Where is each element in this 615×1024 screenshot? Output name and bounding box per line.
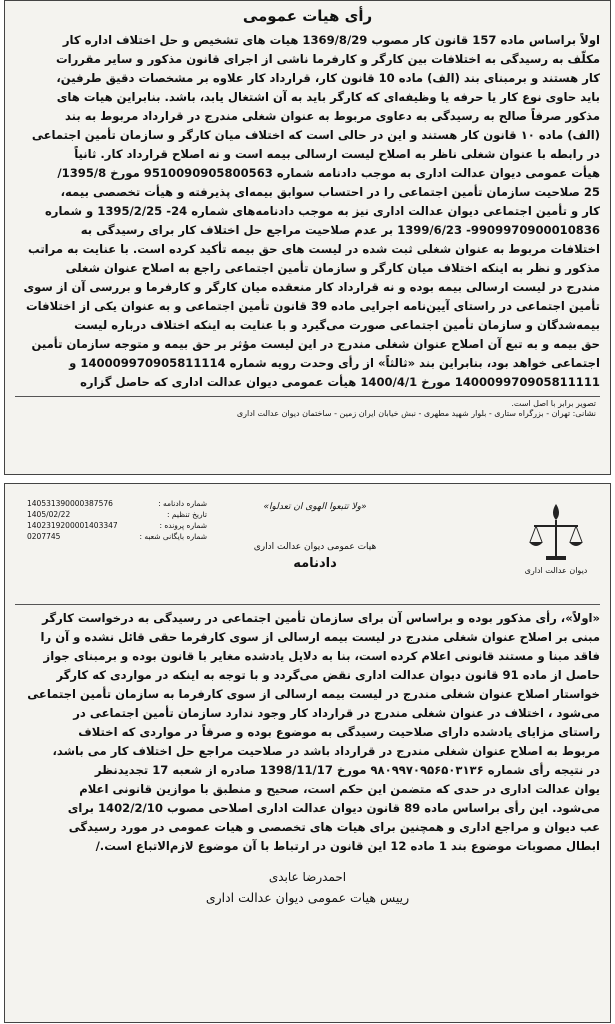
ruling-title: رأی هیات عمومی — [242, 7, 373, 25]
metadata-row — [27, 509, 207, 520]
ruling-line: (الف) ماده ۱۰ قانون کار هستند و این در حالی است که اختلاف میان کارگر و سازمان تأمین اجتماعی — [31, 128, 600, 142]
court-address: نشانی: تهران - بزرگراه ستاری - بلوار شهید مطهری - نبش خیابان ایران زمین - ساختمان دیوان عدالت اداری — [236, 409, 596, 418]
ruling-continuation-paragraph — [5, 605, 610, 856]
document-title: دادنامه — [293, 556, 337, 571]
ruling-line: در رابطه با عنوان شغلی ناظر به اصلاح لیست ارسالی بیمه است و نه اصلاح قرارداد کار. ثانیاً — [74, 147, 600, 161]
metadata-label: شماره بایگانی شعبه : — [139, 532, 207, 541]
document-header — [5, 484, 610, 604]
metadata-label: شماره پرونده : — [159, 521, 207, 530]
ruling-line: مندرج در لیست ارسالی بیمه بوده و نه قرارداد کار منعقده میان کارگر و کارفرما و بررسی آن از سوی — [23, 280, 600, 294]
ruling-line: بیمه‌شدگان و سازمان تأمین اجتماعی صورت می‌گیرد و با عنایت به اینکه اختلاف درباره لیست — [74, 318, 600, 332]
ruling-line: مذکور و نظر به اینکه اختلاف میان کارگر و سازمان تأمین اجتماعی راجع به اصلاح عنوان شغلی — [65, 261, 600, 275]
ruling-line: مذکور صرفاً صالح به رسیدگی به دعاوی مربوط به عنوان شغلی مندرج در قرارداد مربوط به بند — [64, 109, 600, 123]
ruling-paragraph — [5, 31, 610, 392]
ruling-line: خواستار اصلاح عنوان شغلی مندرج در لیست بیمه ارسالی از سوی کارفرما به سازمان تأمین اجتماعی — [27, 687, 600, 701]
ruling-line: اولاً براساس ماده 157 قانون کار مصوب 1369/8/29 هیات های تشخیص و حل اختلاف اداره کار — [62, 33, 600, 47]
metadata-row — [27, 531, 207, 542]
ruling-line: کار هستند و برمبنای بند (الف) ماده 10 قانون کار، قرارداد کار علاوه بر مشخصات دقیق طرفین، — [56, 71, 600, 85]
metadata-value: 1405/02/22 — [27, 510, 71, 519]
metadata-value: 140531390000387576 — [27, 499, 113, 508]
metadata-row — [27, 520, 207, 531]
ruling-line: راستای مزایای یادشده دارای صلاحیت رسیدگی به موضوع بوده و صرفاً در مواردی که اختلاف — [78, 725, 600, 739]
document-metadata — [27, 498, 207, 542]
ruling-line: ابطال مصوبات موضوع بند 1 ماده 12 این قانون در ارتباط با آن موضوع لازم‌الاتباع است./ — [95, 839, 600, 853]
top-newspaper-clipping — [4, 0, 611, 475]
ruling-line: می‌شود ، اختلاف در عنوان شغلی مندرج در قرارداد کار وجود ندارد سازمان تأمین اجتماعی در — [73, 706, 600, 720]
ruling-line: باید حاوی نوع کار یا حرفه یا وظیفه‌ای که کارگر باید به آن اشتغال یابد، باشد. بنابراین هیات های — [56, 90, 600, 104]
ruling-line: یوان عدالت اداری در حدی که متضمن این حکم است، صحیح و منطبق با موازین قانونی اعلام — [79, 782, 600, 796]
ruling-line: مبنی بر اصلاح عنوان شغلی مندرج در لیست بیمه ارسالی از سوی کارفرما حقی قائل نشده و آن را — [40, 630, 600, 644]
scales-of-justice-icon — [526, 500, 586, 566]
ruling-line: در نتیجه رأی شماره ۹۸۰۹۹۷۰۹۵۶۵۰۳۱۳۶ مورخ 1398/11/17 صادره از شعبه 17 تجدیدنظر — [94, 763, 600, 777]
metadata-value: 1402319200001403347 — [27, 521, 118, 530]
metadata-value: 0207745 — [27, 532, 61, 541]
ruling-line: 9909970900010836- 1399/6/23 بر عدم صلاحیت مراجع حل اختلاف کار برای رسیدگی به — [80, 223, 600, 237]
bottom-newspaper-clipping — [4, 483, 611, 1023]
ruling-line: اجتماعی خواهد بود، بنابراین بند «ثالثاً» از رأی وحدت رویه شماره 140009970905811114 و — [69, 356, 600, 370]
ruling-line: 25 صلاحیت سازمان تأمین اجتماعی را در احتساب سوابق بیمه‌ای پذیرفته و هیأت تخصصی بیمه، — [60, 185, 600, 199]
ruling-line: مکلّف به رسیدگی به اختلافات بین کارگر و کارفرما ناشی از اجرای قانون مذکور و سایر مقررات — [55, 52, 600, 66]
ruling-line: کار و تأمین اجتماعی دیوان عدالت اداری نیز به موجب دادنامه‌های شماره 24- 1395/2/25 و شماره — [44, 204, 600, 218]
certified-copy-note: تصویر برابر با اصل است. — [511, 399, 596, 408]
metadata-label: تاریخ تنظیم : — [167, 510, 207, 519]
footer-divider — [15, 396, 600, 397]
ruling-line: حق بیمه و به تبع آن اصلاح عنوان شغلی مندرج در این لیست مؤثر بر حق بیمه و متوجه سازمان تأمین — [31, 337, 600, 351]
ruling-line: مربوط به اصلاح عنوان شغلی مندرج در قرارداد باشد در صلاحیت مراجع حل اختلاف کار می باشد، — [52, 744, 600, 758]
ruling-line: عب دیوان و مراجع اداری و همچنین برای هیات های تخصصی و هیات عمومی در مورد رسیدگی — [68, 820, 600, 834]
ruling-line: حاصل از ماده 91 قانون دیوان عدالت اداری نقض می‌گردد و با توجه به اینکه در مواردی که کارگر — [56, 668, 600, 682]
ruling-line: «اولاً»، رأی مذکور بوده و براساس آن برای سازمان تأمین اجتماعی در رسیدگی به درخواست کارگر — [42, 611, 600, 625]
ruling-line: هیأت عمومی دیوان عدالت اداری به موجب دادنامه شماره 9510090905800563 مورخ 1395/8/ — [57, 166, 600, 180]
ruling-line: اختلافات مربوط به عنوان شغلی ثبت شده در لیست های حق بیمه تأکید کرده است. با عنایت به مراتب — [28, 242, 600, 256]
ruling-line: فاقد مبنا و مستند قانونی اعلام کرده است، بنا به دلایل یادشده مغایر با قانون بوده و برمبنای جواز — [43, 649, 600, 663]
signer-name: احمدرضا عابدی — [268, 870, 347, 884]
signer-title: رییس هیات عمومی دیوان عدالت اداری — [205, 890, 410, 905]
court-emblem — [516, 500, 596, 590]
verse-heading: «ولا تتبعوا الهوی ان تعدلوا» — [263, 502, 367, 512]
ruling-line: می‌شود. این رأی براساس ماده 89 قانون دیوان عدالت اداری اصلاحی مصوب 1402/2/10 برای — [67, 801, 600, 815]
metadata-label: شماره دادنامه : — [158, 499, 207, 508]
organization-name: هیات عمومی دیوان عدالت اداری — [253, 542, 377, 552]
ruling-line: 140009970905811111 مورخ 1400/4/1 هیأت عمومی دیوان عدالت اداری که حاصل گزاره — [80, 375, 600, 389]
emblem-caption: دیوان عدالت اداری — [524, 566, 588, 575]
ruling-line: تأمین اجتماعی در راستای آیین‌نامه اجرایی ماده 39 قانون تأمین اجتماعی و به عنوان یکی از اختلافات — [25, 299, 600, 313]
court-heading — [225, 542, 405, 571]
metadata-row — [27, 498, 207, 509]
